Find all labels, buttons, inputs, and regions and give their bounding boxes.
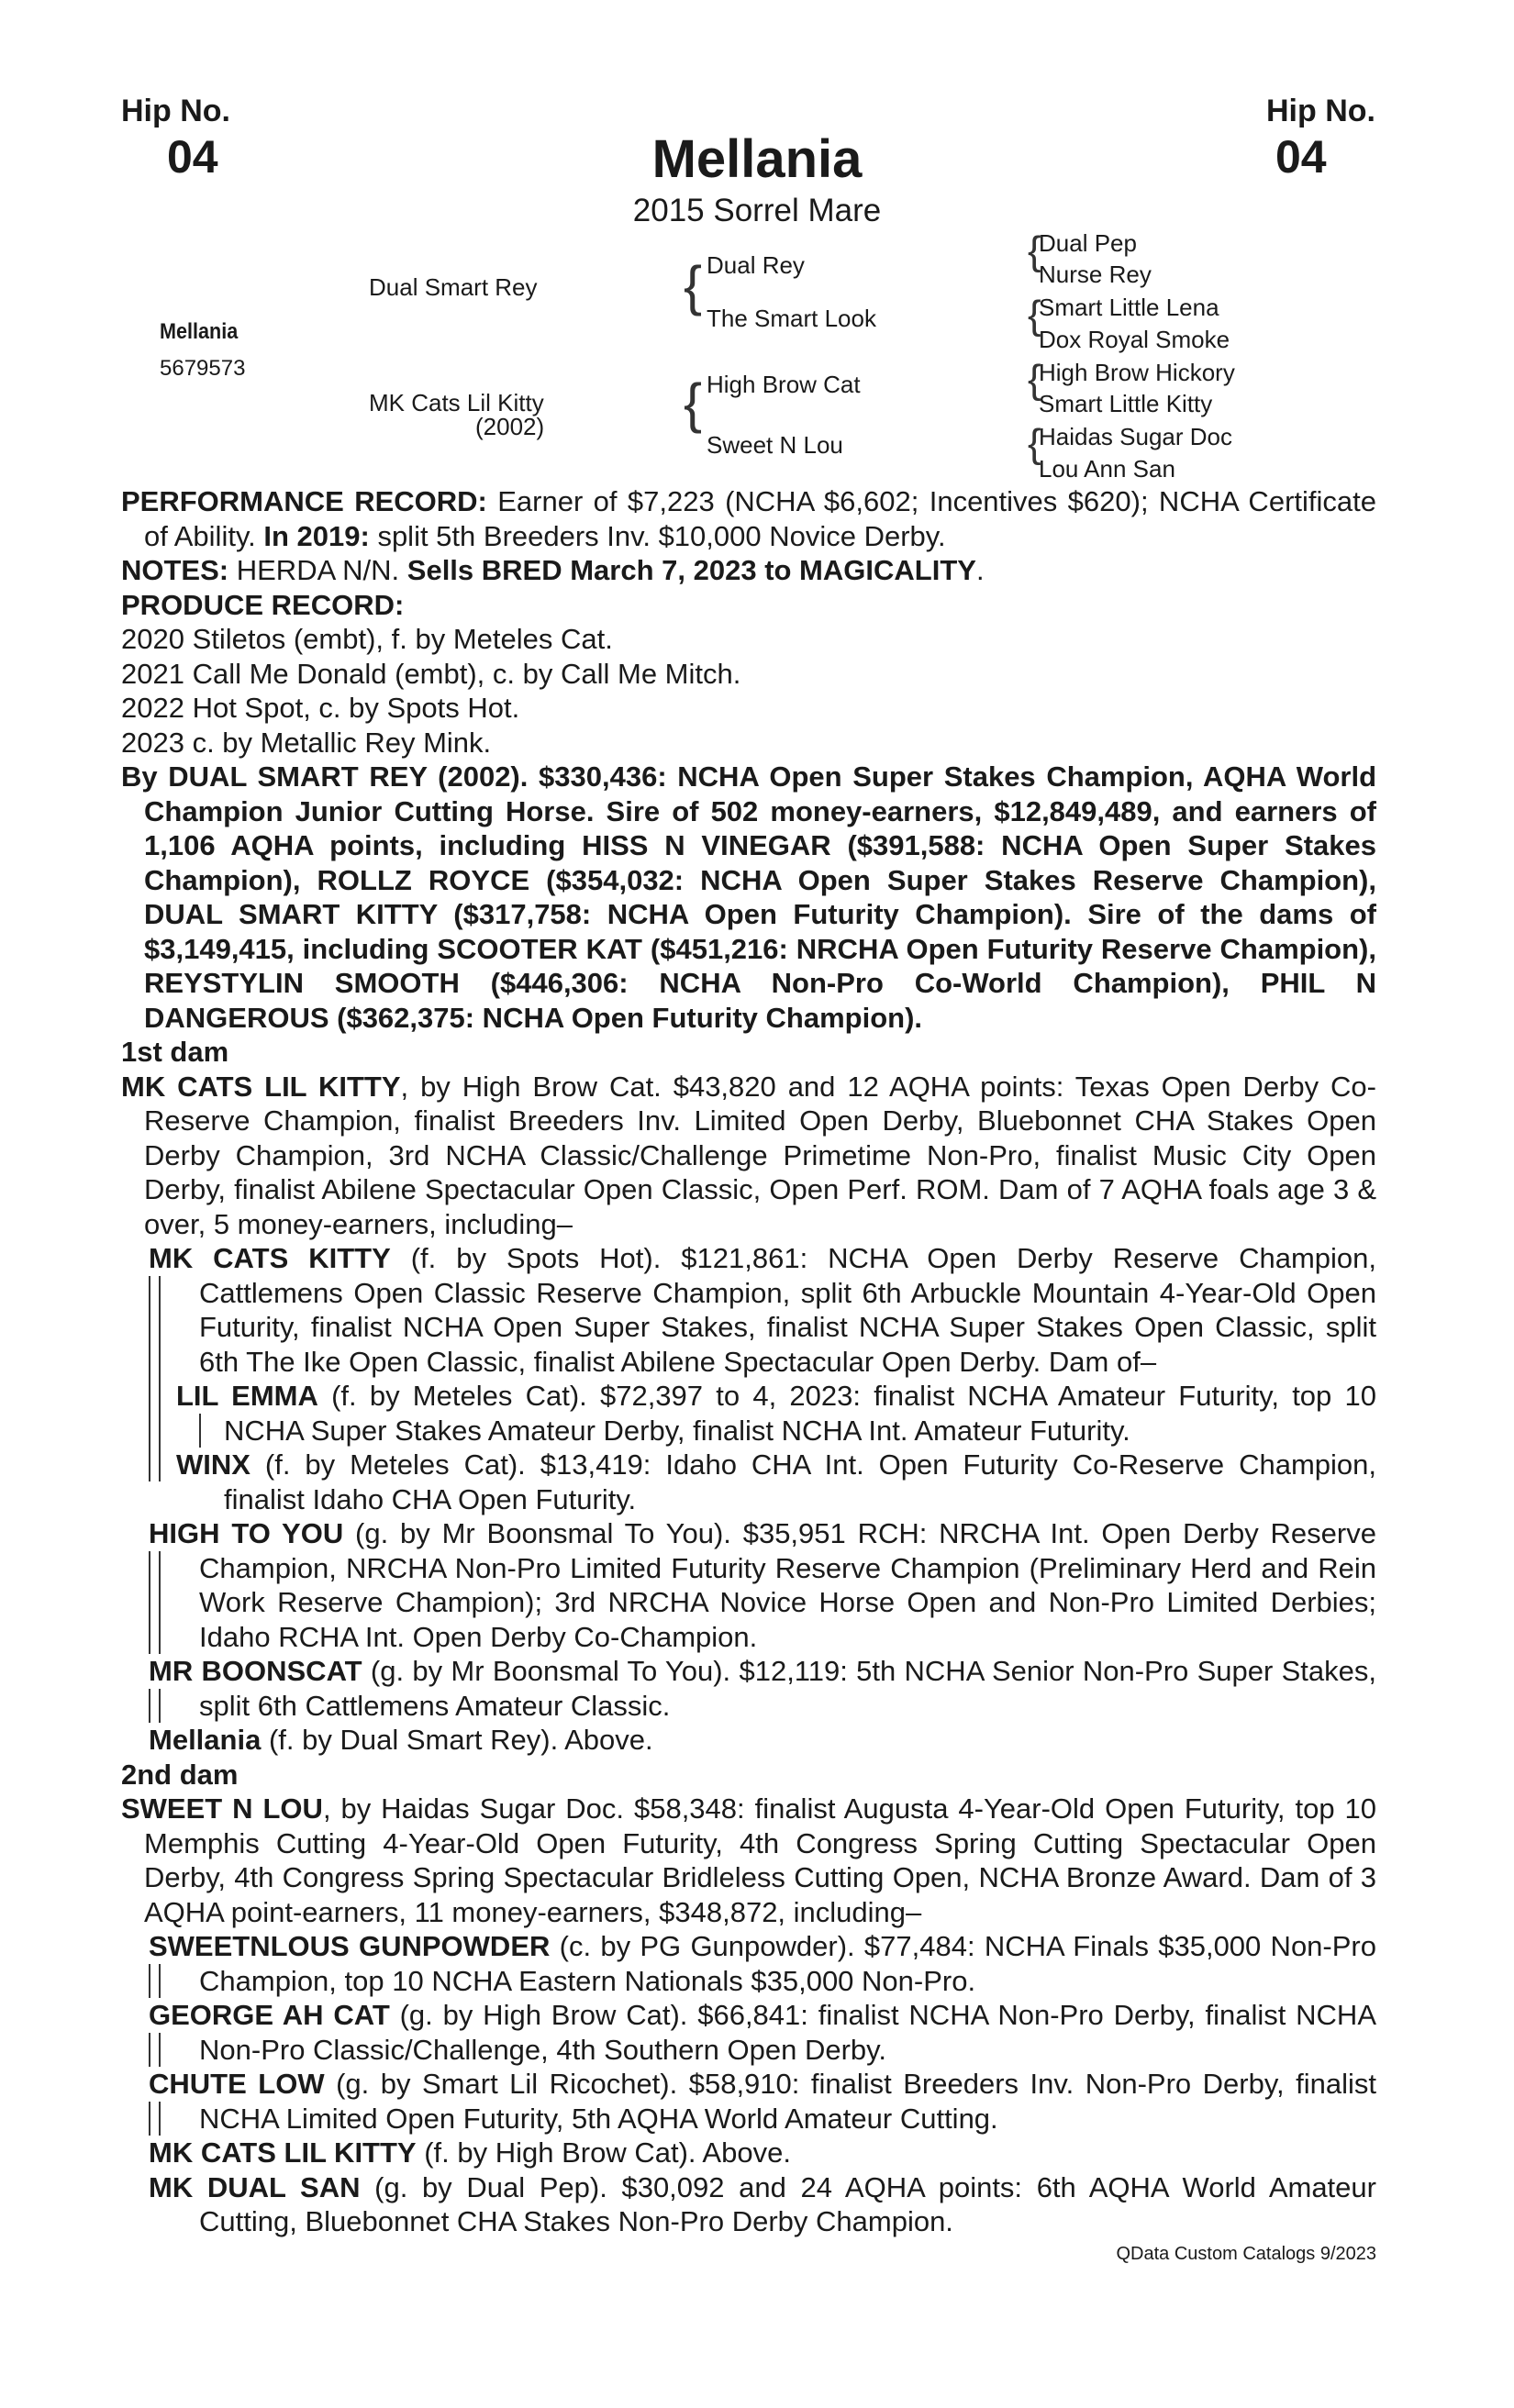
- offspring-entry: HIGH TO YOU (g. by Mr Boonsmal To You). $35,951 RCH: NRCHA Int. Open Derby Reserve Champion, NRCHA Non-Pro Limited Futurity Reserve Champion (Preliminary Herd and Rein Work Reserve Champion); 3rd NRCHA Novice Horse Open and Non-Pro Limited Derbies; Idaho RCHA Int. Open Derby Co-Champion.: [149, 1517, 1376, 1653]
- pedigree-ss: Dual Rey: [707, 251, 805, 279]
- brace-icon: {: [684, 372, 703, 434]
- pedigree-dss: High Brow Hickory: [1039, 359, 1235, 386]
- pedigree-sd: The Smart Look: [707, 305, 876, 332]
- notes: NOTES: HERDA N/N. Sells BRED March 7, 2023 to MAGICALITY.: [121, 554, 985, 586]
- performance-record: PERFORMANCE RECORD: Earner of $7,223 (NCHA $6,602; Incentives $620); NCHA Certificate of Ability. In 2019: split 5th Breeders Inv. $10,000 Novice Derby.: [121, 485, 1376, 552]
- catalog-body: [121, 484, 1376, 2239]
- produce-item: 2022 Hot Spot, c. by Spots Hot.: [121, 692, 520, 724]
- offspring-entry: MR BOONSCAT (g. by Mr Boonsmal To You). $12,119: 5th NCHA Senior Non-Pro Super Stakes, split 6th Cattlemens Amateur Classic.: [149, 1655, 1376, 1722]
- offspring-entry: Mellania (f. by Dual Smart Rey). Above.: [149, 1724, 653, 1756]
- pedigree-dds: Haidas Sugar Doc: [1039, 423, 1232, 450]
- offspring-entry: CHUTE LOW (g. by Smart Lil Ricochet). $58,910: finalist Breeders Inv. Non-Pro Derby, finalist NCHA Limited Open Futurity, 5th AQHA World Amateur Cutting.: [149, 2068, 1376, 2135]
- offspring-entry: MK CATS LIL KITTY (f. by High Brow Cat). Above.: [149, 2136, 791, 2169]
- horse-subtitle: 2015 Sorrel Mare: [632, 193, 882, 228]
- produce-item: 2023 c. by Metallic Rey Mink.: [121, 726, 492, 759]
- pedigree-dd: Sweet N Lou: [707, 431, 843, 459]
- second-dam-record: SWEET N LOU, by Haidas Sugar Doc. $58,348: finalist Augusta 4-Year-Old Open Futurity, top 10 Memphis Cutting 4-Year-Old Open Futurity, 4th Congress Spring Cutting Spectacular Open Derby, 4th Congress Spring Spectacular Bridleless Cutting Open, NCHA Bronze Award. Dam of 3 AQHA point-earners, 11 money-earners, $348,872, including–: [121, 1792, 1376, 1928]
- pedigree-ssd: Nurse Rey: [1039, 261, 1152, 288]
- pedigree-ds: High Brow Cat: [707, 371, 861, 398]
- brace-icon: {: [1028, 421, 1041, 466]
- offspring-entry: SWEETNLOUS GUNPOWDER (c. by PG Gunpowder). $77,484: NCHA Finals $35,000 Non-Pro Champion, top 10 NCHA Eastern Nationals $35,000 Non-Pro.: [149, 1930, 1376, 1997]
- hip-number-right: 04: [1275, 131, 1327, 183]
- pedigree-dam: MK Cats Lil Kitty: [369, 389, 544, 416]
- pedigree-ddd: Lou Ann San: [1039, 455, 1175, 483]
- brace-icon: {: [684, 255, 703, 316]
- offspring-entry: GEORGE AH CAT (g. by High Brow Cat). $66,841: finalist NCHA Non-Pro Derby, finalist NCHA Non-Pro Classic/Challenge, 4th Southern Open Derby.: [149, 1999, 1376, 2066]
- hip-label-left: Hip No.: [121, 94, 230, 128]
- hip-number-left: 04: [167, 131, 218, 183]
- produce-record-label: PRODUCE RECORD:: [121, 588, 405, 621]
- pedigree-sds: Smart Little Lena: [1039, 294, 1219, 321]
- pedigree-horse: Mellania: [160, 319, 239, 344]
- sire-record: By DUAL SMART REY (2002). $330,436: NCHA Open Super Stakes Champion, AQHA World Champion Junior Cutting Horse. Sire of 502 money-earners, $12,849,489, and earners of 1,106 AQHA points, including HISS N VINEGAR ($391,588: NCHA Open Super Stakes Champion), ROLLZ ROYCE ($354,032: NCHA Open Super Stakes Reserve Champion), DUAL SMART KITTY ($317,758: NCHA Open Futurity Champion). Sire of the dams of $3,149,415, including SCOOTER KAT ($451,216: NRCHA Open Futurity Reserve Champion), REYSTYLIN SMOOTH ($446,306: NCHA Non-Pro Co-World Champion), PHIL N DANGEROUS ($362,375: NCHA Open Futurity Champion).: [121, 760, 1376, 1034]
- brace-icon: {: [1028, 293, 1041, 338]
- brace-icon: {: [1028, 228, 1041, 273]
- offspring-entry: WINX (f. by Meteles Cat). $13,419: Idaho CHA Int. Open Futurity Co-Reserve Champion, finalist Idaho CHA Open Futurity.: [121, 1448, 1376, 1516]
- first-dam-record: MK CATS LIL KITTY, by High Brow Cat. $43,820 and 12 AQHA points: Texas Open Derby Co-Reserve Champion, finalist Breeders Inv. Limited Open Derby, Bluebonnet CHA Stakes Open Derby Champion, 3rd NCHA Classic/Challenge Primetime Non-Pro, finalist Music City Open Derby, finalist Abilene Spectacular Open Classic, Open Perf. ROM. Dam of 7 AQHA foals age 3 & over, 5 money-earners, including–: [121, 1070, 1376, 1240]
- brace-icon: {: [1028, 357, 1041, 402]
- hip-label-right: Hip No.: [1266, 94, 1375, 128]
- second-dam-heading: 2nd dam: [121, 1758, 239, 1791]
- first-dam-heading: 1st dam: [121, 1036, 229, 1068]
- offspring-entry: MK CATS KITTY (f. by Spots Hot). $121,861: NCHA Open Derby Reserve Champion, Cattlemens Open Classic Reserve Champion, split 6th Arbuckle Mountain 4-Year-Old Open Futurity, finalist NCHA Open Super Stakes, finalist NCHA Super Stakes Open Classic, split 6th The Ike Open Classic, finalist Abilene Spectacular Open Derby. Dam of–: [149, 1242, 1376, 1378]
- produce-item: 2020 Stiletos (embt), f. by Meteles Cat.: [121, 623, 613, 655]
- pedigree-sss: Dual Pep: [1039, 229, 1137, 257]
- pedigree-dam-year: (2002): [475, 413, 545, 440]
- horse-title: Mellania: [651, 129, 863, 189]
- footer-credit: QData Custom Catalogs 9/2023: [1116, 2244, 1376, 2264]
- offspring-entry: LIL EMMA (f. by Meteles Cat). $72,397 to 4, 2023: finalist NCHA Amateur Futurity, top 10 NCHA Super Stakes Amateur Derby, finalist NCHA Int. Amateur Futurity.: [121, 1379, 1376, 1448]
- offspring-entry: MK DUAL SAN (g. by Dual Pep). $30,092 and 24 AQHA points: 6th AQHA World Amateur Cutting, Bluebonnet CHA Stakes Non-Pro Derby Champion.: [149, 2170, 1376, 2237]
- pedigree-sire: Dual Smart Rey: [369, 273, 538, 301]
- pedigree-dsd: Smart Little Kitty: [1039, 390, 1213, 417]
- produce-item: 2021 Call Me Donald (embt), c. by Call Me Mitch.: [121, 657, 741, 690]
- pedigree-sdd: Dox Royal Smoke: [1039, 326, 1230, 353]
- pedigree-reg: 5679573: [160, 356, 246, 381]
